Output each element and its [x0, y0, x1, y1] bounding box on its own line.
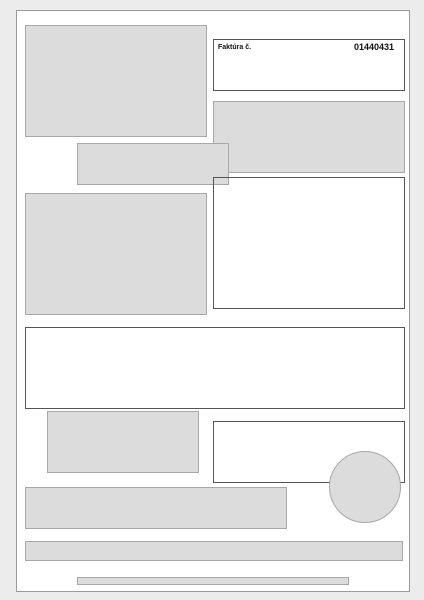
- supplier-stamp-signature: [47, 411, 199, 473]
- invoice-page: [16, 10, 410, 592]
- items-table: [25, 327, 405, 409]
- supplier-block: [25, 25, 207, 137]
- dates-payment-table: [213, 177, 405, 309]
- disclaimer-text: [25, 487, 287, 529]
- round-stamp: [329, 451, 401, 523]
- customer-address: [213, 101, 405, 173]
- invoice-header-box: [213, 39, 405, 91]
- footer-line: [77, 577, 349, 585]
- signature-lines: [25, 541, 403, 561]
- invoice-number: 01440431: [354, 42, 395, 52]
- customer-block: [25, 193, 207, 315]
- stamp-handwriting: [77, 143, 229, 185]
- invoice-title: Faktúra č.: [218, 44, 252, 51]
